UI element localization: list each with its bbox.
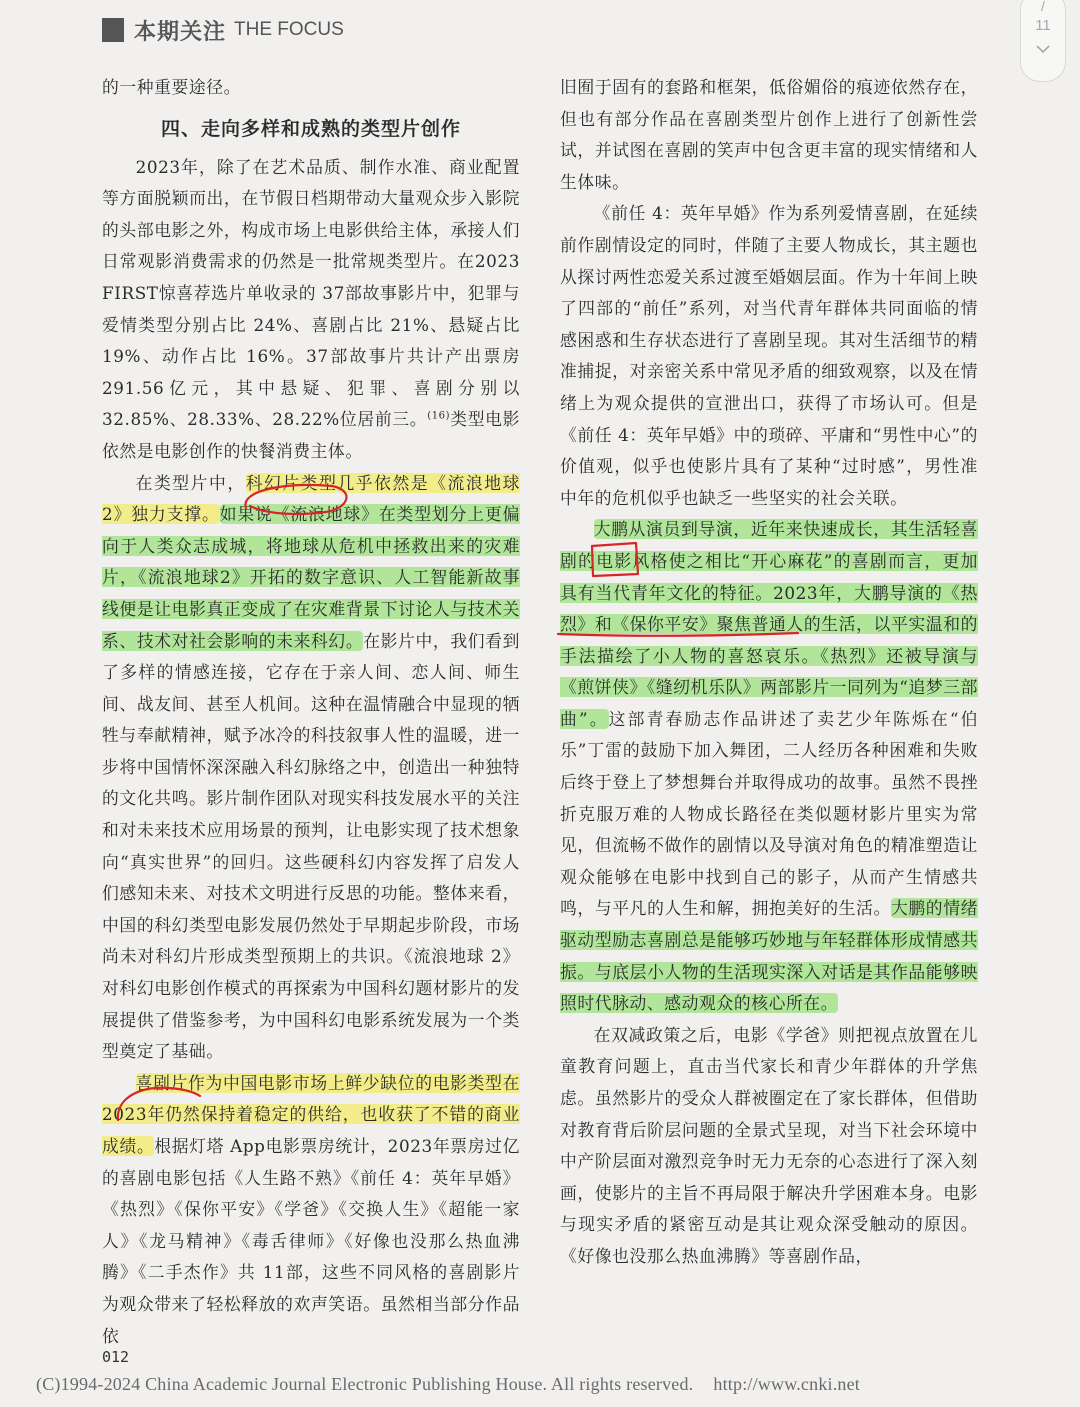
chevron-down-icon[interactable]	[1036, 42, 1050, 57]
header-block-icon	[102, 18, 124, 42]
paragraph: 在双减政策之后，电影《学爸》则把视点放置在儿童教育问题上，直击当代家长和青少年群体的升学焦虑。虽然影片的受众人群被圈定在了家长群体，但借助对教育背后阶层问题的全景式呈现，对当下社会环境中中产阶层面对激烈竞争时无力无奈的心态进行了深入刻画，使影片的主旨不再局限于解决升学困难本身。电影与现实矛盾的紧密互动是其让观众深受触动的原因。《好像也没那么热血沸腾》等喜剧作品，	[560, 1024, 978, 1266]
left-column	[102, 72, 520, 1352]
header-title-en: THE FOCUS	[234, 19, 344, 40]
paragraph: 《前任 4：英年早婚》作为系列爱情喜剧，在延续前作剧情设定的同时，伴随了主要人物成长，其主题也从探讨两性恋爱关系过渡至婚姻层面。作为十年间上映了四部的“前任”系列，对当代青年群体共同面临的情感困惑和生存状态进行了喜剧呈现。其对生活细节的精准捕捉，对亲密关系中常见矛盾的细致观察，以及在情绪上为观众提供的宣泄出口，获得了市场认可。但是《前任 4：英年早婚》中的琐碎、平庸和“男性中心”的价值观，似乎也使影片具有了某种“过时感”，男性准中年的危机似乎也缺乏一些坚实的社会关联。	[560, 203, 978, 508]
section-header	[102, 14, 344, 46]
pager-total: 11	[1035, 17, 1051, 34]
highlight-green: 大鹏的情绪驱动型励志喜剧总是能够巧妙地与年轻群体形成情感共振。与底层小人物的生活现实深入对话是其作品能够映照时代脉动、感动观众的核心所在。	[560, 898, 978, 1014]
paragraph: 旧囿于固有的套路和框架，低俗媚俗的痕迹依然存在，但也有部分作品在喜剧类型片创作上进行了创新性尝试，并试图在喜剧的笑声中包含更丰富的现实情绪和人生体味。	[560, 77, 978, 192]
paragraph: 2023年，除了在艺术品质、制作水准、商业配置等方面脱颖而出，在节假日档期带动大量观众步入影院的头部电影之外，构成市场上电影供给主体，承接人们日常观影消费需求的仍然是一批常规类型片。在2023 FIRST惊喜荐选片单收录的 37部故事影片中，犯罪与爱情类型分别占比 24%、喜剧占比 21%、悬疑占比 19%、动作占比 16%。37部故事片共计产出票房291.56亿元，其中悬疑、犯罪、喜剧分别以 32.85%、28.33%、28.22%位居前三。$^{(16)}$类型电影依然是电影创作的快餐消费主体。	[102, 156, 520, 461]
highlight-yellow: 几乎依然是《流浪地球2》独力支撑。	[102, 472, 520, 525]
page-navigator[interactable]	[1020, 0, 1066, 82]
pager-separator: /	[1041, 0, 1045, 14]
paragraph: 的一种重要途径。	[102, 77, 242, 97]
header-title-cn: 本期关注	[134, 19, 227, 45]
paragraph: 大鹏从演员到导演，近年来快速成长，其生活轻喜剧的电影风格使之相比“开心麻花”的喜剧而言，更加具有当代青年文化的特征。2023年，大鹏导演的《热烈》和《保你平安》聚焦普通人的生活，以平实温和的手法描绘了小人物的喜怒哀乐。《热烈》还被导演与《煎饼侠》《缝纫机乐队》两部影片一同列为“追梦三部曲”。这部青春励志作品讲述了卖艺少年陈烁在“伯乐”丁雷的鼓励下加入舞团，二人经历各种困难和失败后终于登上了梦想舞台并取得成功的故事。虽然不畏挫折克服万难的人物成长路径在类似题材影片里实为常见，但流畅不做作的剧情以及导演对角色的精准塑造让观众能够在电影中找到自己的影子，从而产生情感共鸣，与平凡的人生和解，拥抱美好的生活。大鹏的情绪驱动型励志喜剧总是能够巧妙地与年轻群体形成情感共振。与底层小人物的生活现实深入对话是其作品能够映照时代脉动、感动观众的核心所在。	[560, 519, 978, 1014]
cnki-link[interactable]: http://www.cnki.net	[713, 1374, 861, 1394]
footnote-ref[interactable]: (16)	[427, 410, 451, 422]
highlight-yellow: 喜剧片作为中国电影市场上鲜少缺位的电影类型在 2023年仍然保持着稳定的供给，也收获了不错的商业成绩。	[102, 1072, 520, 1156]
section-heading: 四、走向多样和成熟的类型片创作	[160, 117, 461, 140]
page-number: 012	[102, 1348, 130, 1366]
right-column	[560, 72, 978, 1273]
highlight-green: 如果说《流浪地球》在类型划分上更偏向于人类众志成城，将地球从危机中拯救出来的灾难片，《流浪地球2》开拓的数字意识、人工智能新故事线便是让电影真正变成了在灾难背景下讨论人与技术关系、技术对社会影响的未来科幻。	[102, 504, 520, 651]
highlight-green: 大鹏从演员到导演，近年来快速成长，其生活轻喜剧的电影风格使之相比“开心麻花”的喜剧而言，更加具有当代青年文化的特征。2023年，大鹏导演的《热烈》和《保你平安》聚焦普通人的生活，以平实温和的手法描绘了小人物的喜怒哀乐。《热烈》还被导演与《煎饼侠》《缝纫机乐队》两部影片一同列为“追梦三部曲”。	[560, 519, 978, 729]
copyright-line: (C)1994-2024 China Academic Journal Electronic Publishing House. All rights reserved. http://www.cnki.net	[36, 1374, 861, 1394]
paragraph: 喜剧片作为中国电影市场上鲜少缺位的电影类型在 2023年仍然保持着稳定的供给，也收获了不错的商业成绩。根据灯塔 App电影票房统计，2023年票房过亿的喜剧电影包括《人生路不熟》《前任 4：英年早婚》《热烈》《保你平安》《学爸》《交换人生》《超能一家人》《龙马精神》《毒舌律师》《好像也没那么热血沸腾》《二手杰作》共 11部，这些不同风格的喜剧影片为观众带来了轻松释放的欢声笑语。虽然相当部分作品依	[102, 1072, 521, 1346]
highlight-yellow: 科幻片类型	[245, 472, 338, 493]
paragraph: 在类型片中，科幻片类型几乎依然是《流浪地球2》独力支撑。如果说《流浪地球》在类型划分上更偏向于人类众志成城，将地球从危机中拯救出来的灾难片，《流浪地球2》开拓的数字意识、人工智能新故事线便是让电影真正变成了在灾难背景下讨论人与技术关系、技术对社会影响的未来科幻。在影片中，我们看到了多样的情感连接，它存在于亲人间、恋人间、师生间、战友间、甚至人机间。这种在温情融合中显现的牺牲与奉献精神，赋予冰冷的科技叙事人性的温暖，进一步将中国情怀深深融入科幻脉络之中，创造出一种独特的文化共鸣。影片制作团队对现实科技发展水平的关注和对未来技术应用场景的预判，让电影实现了技术想象向“真实世界”的回归。这些硬科幻内容发挥了启发人们感知未来、对技术文明进行反思的功能。整体来看，中国的科幻类型电影发展仍然处于早期起步阶段，市场尚未对科幻片形成类型预期上的共识。《流浪地球 2》对科幻电影创作模式的再探索为中国科幻题材影片的发展提供了借鉴参考，为中国科幻电影系统发展为一个类型奠定了基础。	[102, 472, 520, 1062]
